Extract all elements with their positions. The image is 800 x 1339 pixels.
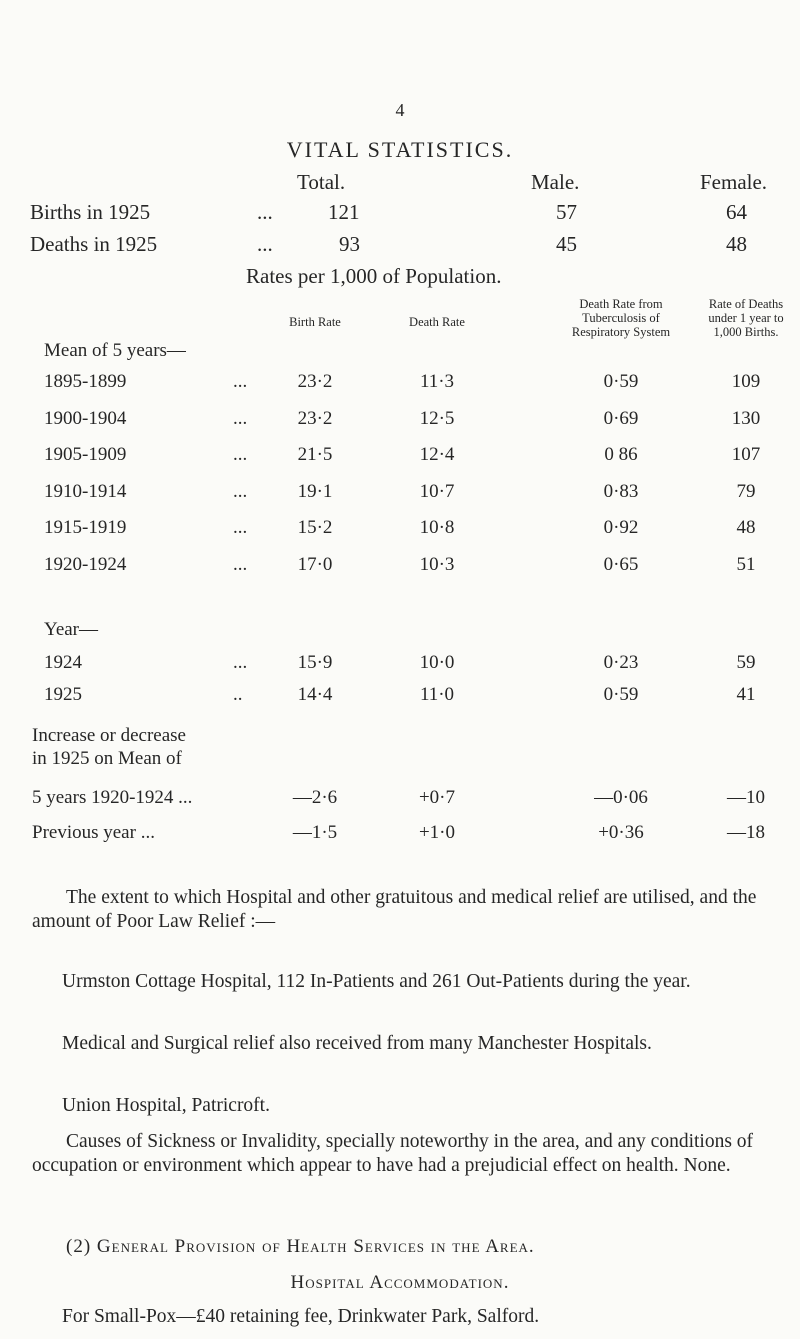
mean-label: Mean of 5 years—: [44, 340, 186, 361]
row-value: —18: [727, 822, 765, 843]
row-value: 12·4: [419, 444, 455, 465]
row-value: 11·0: [419, 684, 455, 705]
row-value: —0·06: [594, 787, 648, 808]
deaths-total: 93: [339, 232, 360, 256]
row-value: —2·6: [292, 787, 338, 808]
paragraph-union: Union Hospital, Patricroft.: [62, 1095, 270, 1116]
col-birth-rate: Birth Rate: [289, 315, 341, 329]
row-value: 0·59: [603, 371, 639, 392]
row-value: 23·2: [297, 407, 333, 429]
header-total: Total.: [297, 170, 346, 194]
row-value: 0·83: [603, 480, 639, 502]
row-value: 14·4: [297, 684, 333, 705]
row-value: 19·1: [297, 480, 333, 502]
change-label-1: Increase or decrease: [32, 725, 186, 746]
deaths-dots: ...: [257, 232, 273, 256]
paragraph-causes: Causes of Sickness or Invalidity, specially noteworthy in the area, and any conditions of occupation or environment which appear to have had a prejudicial effect on health. None.: [32, 1131, 754, 1176]
row-value: 107: [731, 444, 761, 465]
row-value: +0·7: [418, 787, 456, 808]
col-tb-rate: Death Rate from Tuberculosis of Respiratory System: [571, 297, 671, 339]
row-value: 15·9: [297, 652, 333, 673]
row-value: 17·0: [297, 553, 333, 575]
row-value: 23·2: [297, 371, 333, 392]
births-dots: ...: [257, 200, 273, 224]
sub-heading: Hospital Accommodation.: [290, 1272, 510, 1293]
row-value: 130: [731, 407, 761, 429]
row-dots: ...: [233, 407, 248, 429]
births-female: 64: [726, 200, 747, 224]
paragraph-extent: The extent to which Hospital and other gratuitous and medical relief are utilised, and the amount of Poor Law Relief :—: [32, 887, 757, 932]
row-dots: ...: [233, 480, 248, 502]
row-value: 0 86: [604, 444, 638, 465]
row-value: 10·7: [419, 480, 455, 502]
rates-heading: Rates per 1,000 of Population.: [246, 264, 502, 288]
row-value: 59: [736, 652, 756, 673]
row-period: 1905-1909: [44, 444, 127, 465]
row-value: —10: [727, 787, 765, 808]
paragraph-urmston: Urmston Cottage Hospital, 112 In-Patients and 261 Out-Patients during the year.: [62, 971, 691, 992]
row-value: 79: [736, 480, 756, 502]
row-period: 1920-1924: [44, 553, 127, 575]
row-period: 1925: [44, 684, 82, 705]
row-value: +0·36: [598, 822, 644, 843]
row-period: 1915-1919: [44, 517, 127, 538]
row-value: 12·5: [419, 407, 455, 429]
row-period: 1895-1899: [44, 371, 127, 392]
row-period: 1924: [44, 652, 82, 673]
row-value: +1·0: [418, 822, 456, 843]
row-value: 0·92: [603, 517, 639, 538]
row-period: 1900-1904: [44, 407, 127, 429]
year-label: Year—: [44, 619, 99, 640]
births-male: 57: [556, 200, 577, 224]
header-male: Male.: [531, 170, 580, 194]
col-death-rate: Death Rate: [409, 315, 465, 329]
row-dots: ..: [233, 684, 243, 705]
row-period: Previous year ...: [32, 822, 155, 843]
row-value: 11·3: [419, 371, 455, 392]
row-value: 15·2: [297, 517, 333, 538]
row-dots: ...: [233, 444, 248, 465]
row-dots: ...: [233, 553, 248, 575]
row-value: 10·8: [419, 517, 455, 538]
row-value: —1·5: [292, 822, 338, 843]
row-dots: ...: [233, 652, 248, 673]
row-value: 10·3: [419, 553, 455, 575]
accommodation-smallpox: For Small-Pox—£40 retaining fee, Drinkwater Park, Salford.: [62, 1306, 540, 1327]
deaths-label: Deaths in 1925: [30, 232, 158, 256]
row-period: 1910-1914: [44, 480, 127, 502]
change-label-2: in 1925 on Mean of: [32, 748, 182, 769]
row-dots: ...: [233, 517, 248, 538]
row-value: 109: [731, 371, 761, 392]
row-value: 51: [736, 553, 756, 575]
row-value: 0·23: [603, 652, 639, 673]
deaths-female: 48: [726, 232, 747, 256]
header-female: Female.: [700, 170, 768, 194]
page-title: VITAL STATISTICS.: [286, 137, 514, 162]
paragraph-medical: Medical and Surgical relief also received from many Manchester Hospitals.: [62, 1033, 652, 1054]
row-value: 10·0: [419, 652, 455, 673]
births-total: 121: [328, 200, 360, 224]
row-value: 0·69: [603, 407, 639, 429]
births-label: Births in 1925: [30, 200, 151, 224]
deaths-male: 45: [556, 232, 577, 256]
row-value: 48: [736, 517, 756, 538]
row-period: 5 years 1920-1924 ...: [32, 787, 193, 808]
col-infant-mortality: Rate of Deaths under 1 year to 1,000 Births.: [708, 297, 784, 339]
page-number: 4: [395, 100, 405, 120]
row-value: 0·65: [603, 553, 639, 575]
section-heading: (2) General Provision of Health Services in the Area.: [66, 1236, 535, 1257]
row-dots: ...: [233, 371, 248, 392]
row-value: 0·59: [603, 684, 639, 705]
row-value: 41: [736, 684, 756, 705]
row-value: 21·5: [297, 444, 333, 465]
